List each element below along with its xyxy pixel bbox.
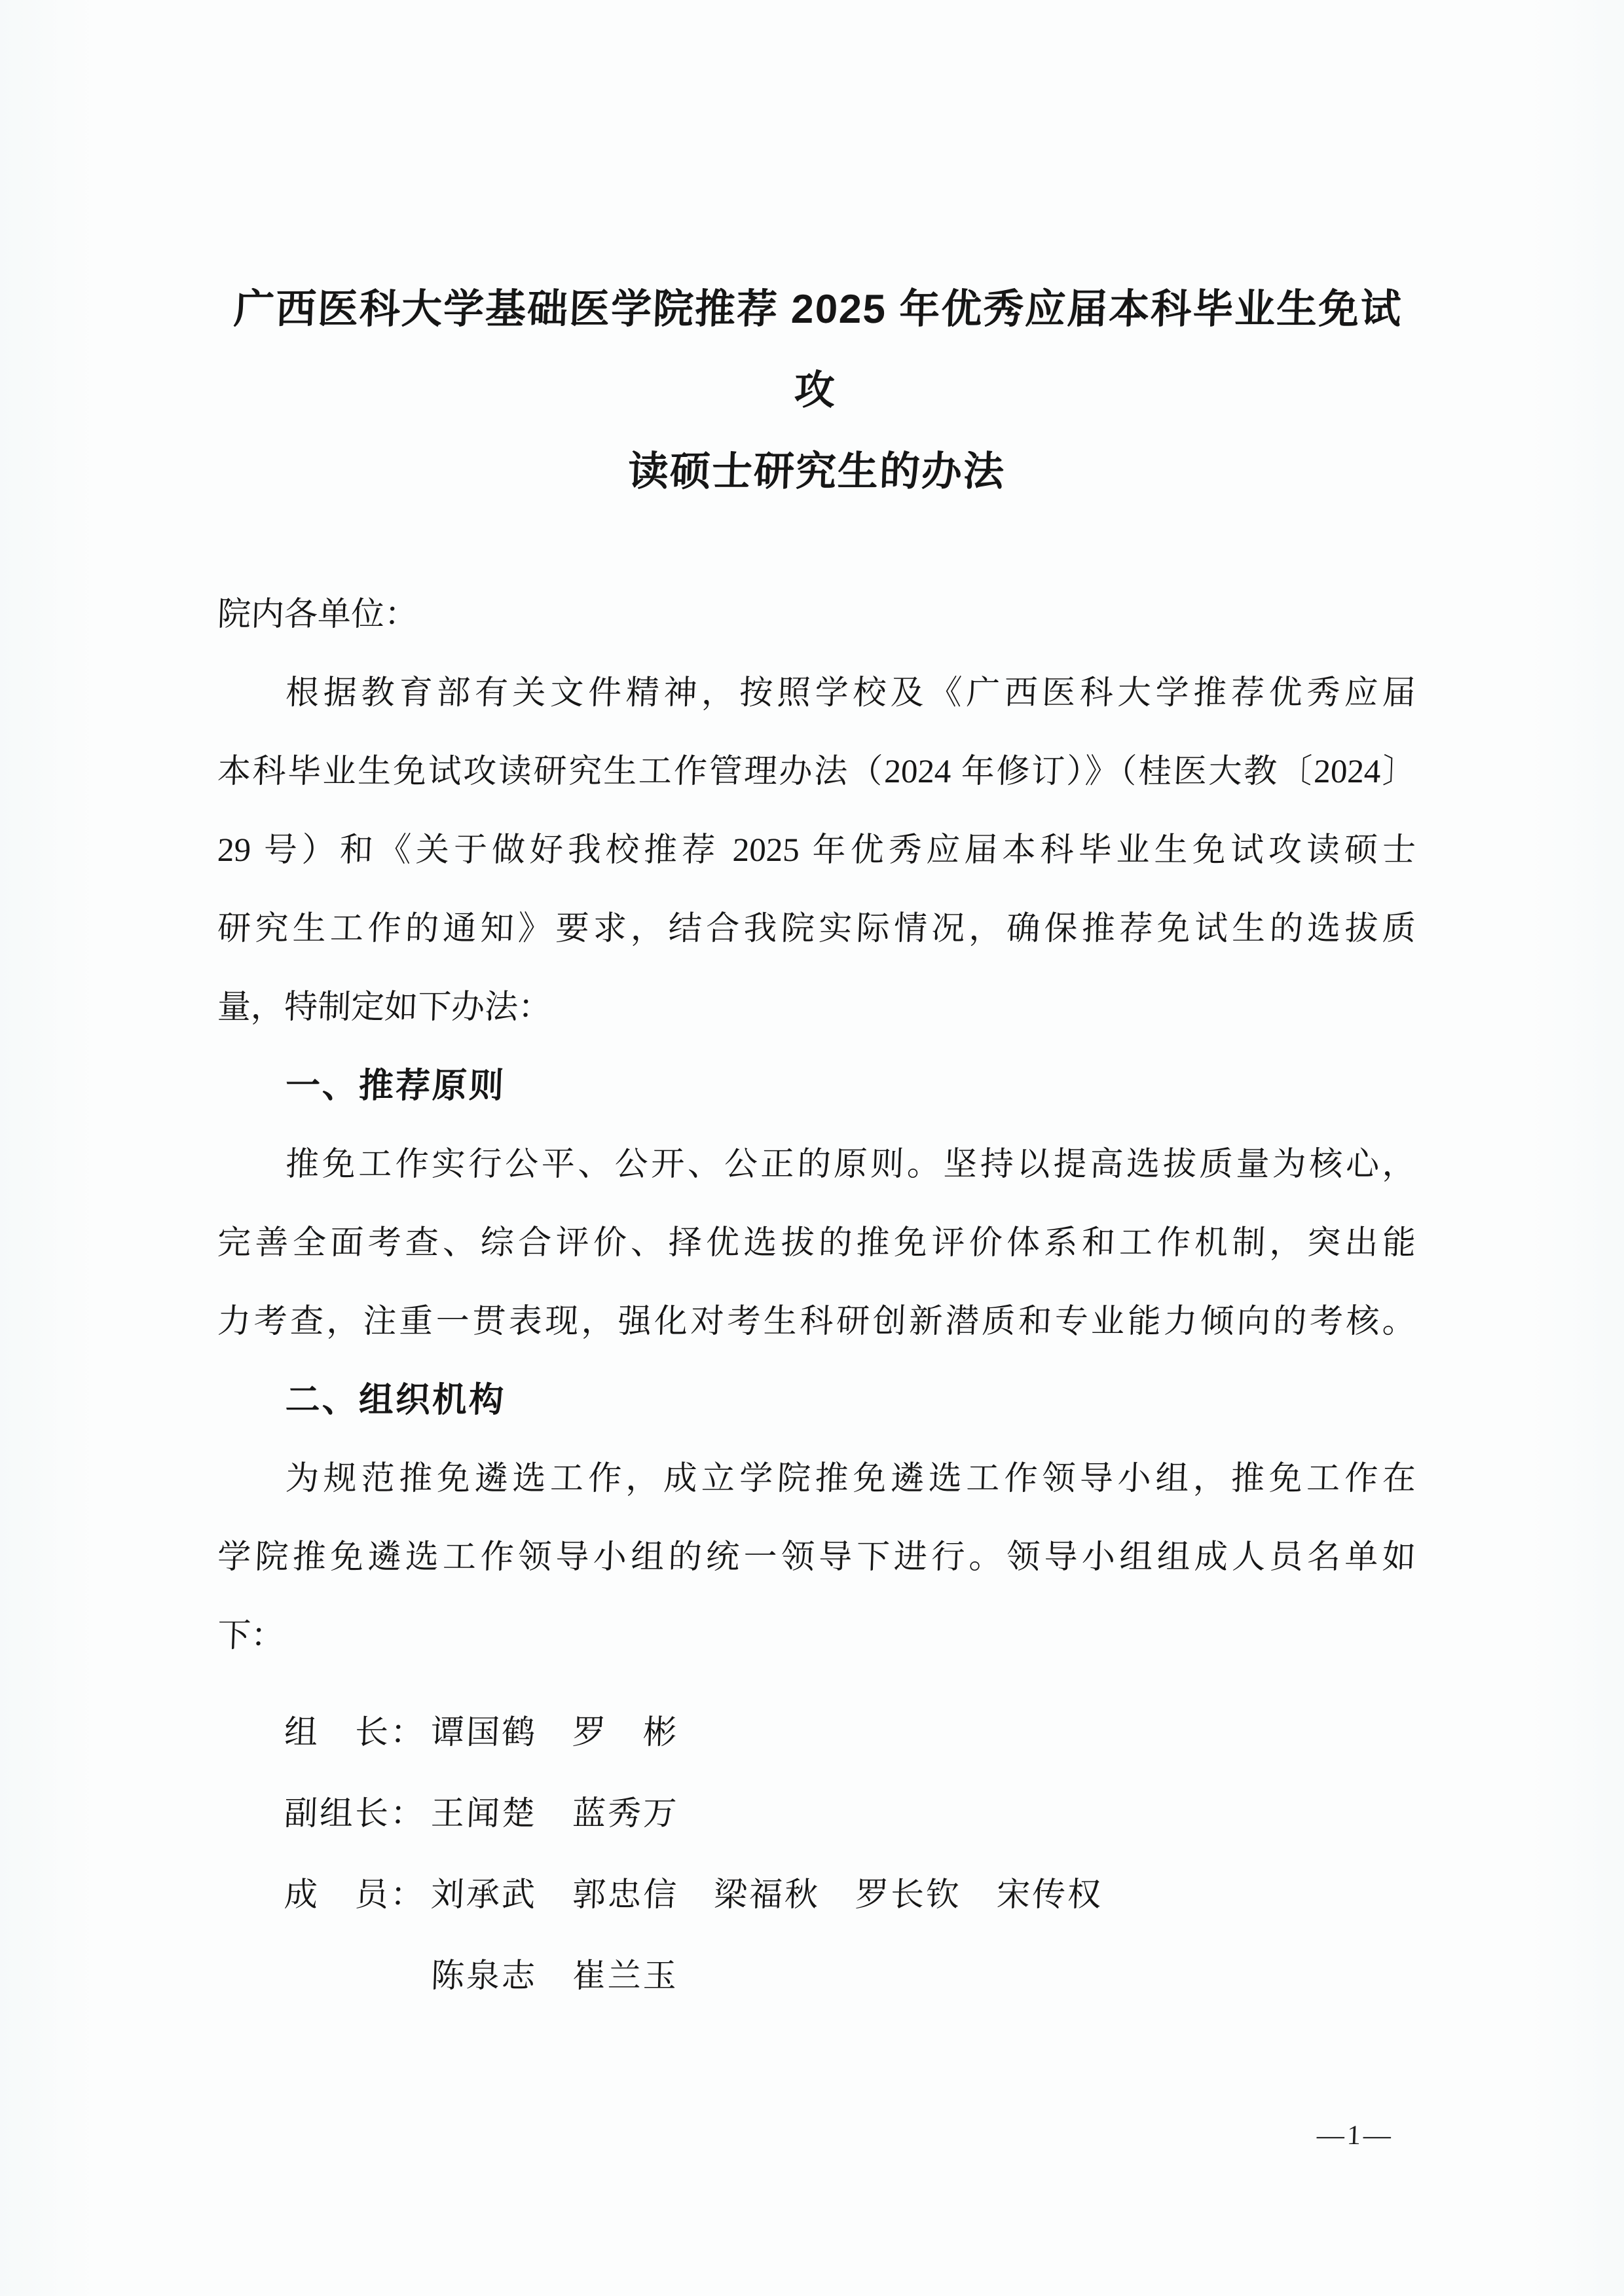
paragraph-line: 完善全面考查、综合评价、择优选拔的推免评价体系和工作机制，突出能: [217, 1225, 1416, 1262]
roster-names: 陈泉志 崔兰玉: [430, 1958, 679, 1995]
paragraph-line: 下：: [217, 1618, 285, 1654]
paragraph-line: 学院推免遴选工作领导小组的统一领导下进行。领导小组组成人员名单如: [217, 1539, 1416, 1576]
paragraph-line: 研究生工作的通知》要求，结合我院实际情况，确保推荐免试生的选拔质: [217, 911, 1416, 947]
paragraph-line: 量，特制定如下办法：: [217, 989, 552, 1026]
roster-role-label: 成 员：: [284, 1877, 426, 1914]
paragraph-line: 29 号）和《关于做好我校推荐 2025 年优秀应届本科毕业生免试攻读硕士: [217, 832, 1416, 869]
page-number: —1—: [1316, 2121, 1394, 2151]
paragraph-line: 推免工作实行公平、公开、公正的原则。坚持以提高选拔质量为核心，: [285, 1146, 1416, 1183]
roster-row-leader: [216, 1692, 1417, 1774]
document-content: [217, 0, 1416, 2017]
roster-names: 谭国鹤 罗 彬: [430, 1715, 679, 1751]
roster-names: 王闻楚 蓝秀万: [430, 1796, 679, 1832]
section-1-heading: 一、推荐原则: [284, 1066, 507, 1105]
section-1-paragraph: [217, 1125, 1416, 1361]
title-line-2: 读硕士研究生的办法: [627, 449, 1006, 494]
intro-paragraph: [217, 654, 1416, 1047]
roster-row-deputy-leader: [216, 1774, 1417, 1855]
roster-role-label: 组 长：: [284, 1715, 426, 1751]
document-title: [217, 269, 1416, 513]
roster-row-members-continued: [216, 1936, 1417, 2017]
section-2-heading: 二、组织机构: [284, 1381, 507, 1419]
section-2-paragraph: [217, 1440, 1416, 1675]
roster-names: 刘承武 郭忠信 梁福秋 罗长钦 宋传权: [430, 1877, 1103, 1914]
paragraph-line: 力考查，注重一贯表现，强化对考生科研创新潜质和专业能力倾向的考核。: [217, 1303, 1416, 1340]
roster-row-members: [216, 1855, 1417, 1936]
salutation: 院内各单位：: [217, 596, 418, 633]
paragraph-line: 为规范推免遴选工作，成立学院推免遴选工作领导小组，推免工作在: [285, 1461, 1416, 1497]
paragraph-line: 本科毕业生免试攻读研究生工作管理办法（2024 年修订）》（桂医大教〔2024〕: [217, 754, 1416, 790]
title-line-1: 广西医科大学基础医学院推荐 2025 年优秀应届本科毕业生免试攻: [232, 287, 1403, 413]
roster-role-label: [283, 1936, 432, 2017]
roster-role-label: 副组长：: [284, 1796, 426, 1832]
paragraph-line: 根据教育部有关文件精神，按照学校及《广西医科大学推荐优秀应届: [285, 675, 1416, 712]
leading-group-roster: [217, 1692, 1416, 2017]
